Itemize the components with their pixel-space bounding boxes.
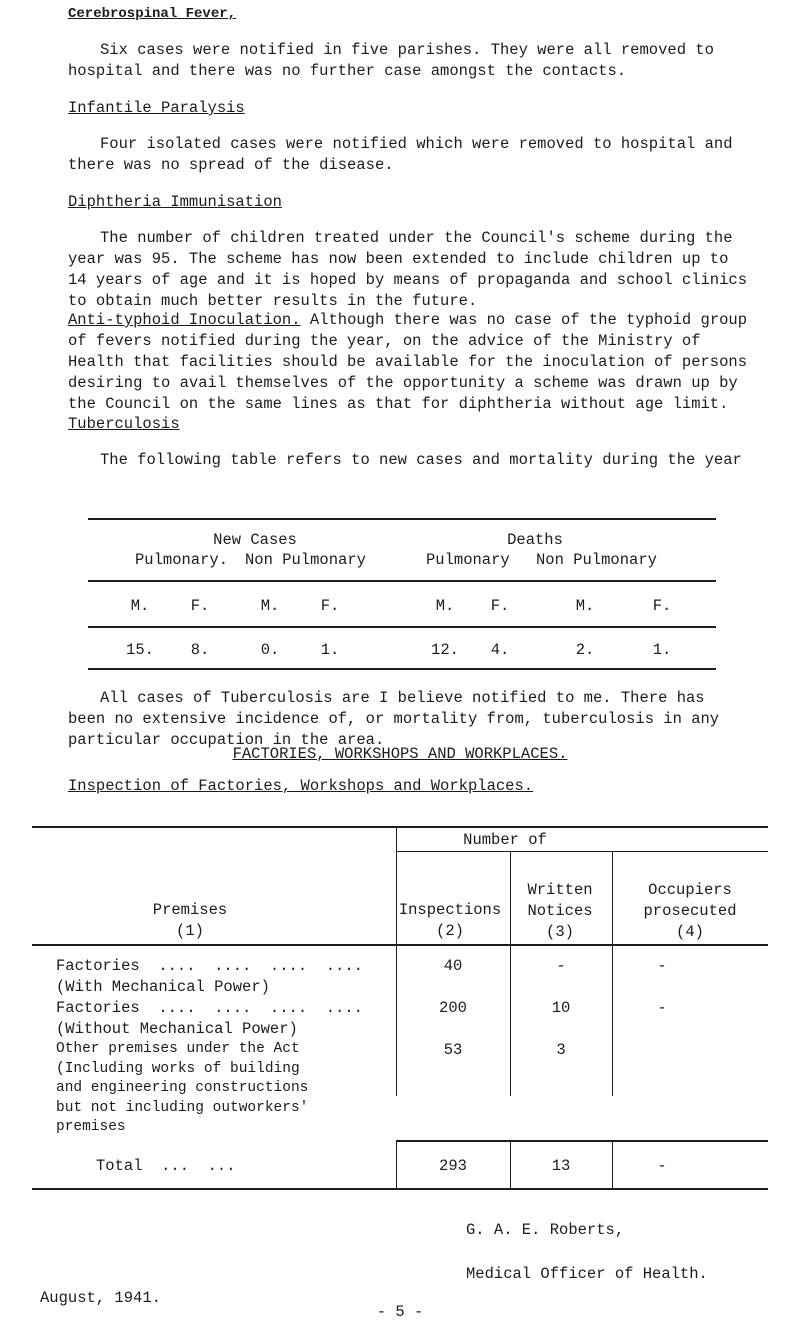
tb-value: 15. bbox=[126, 641, 154, 659]
row-notices: 3 bbox=[556, 1041, 566, 1059]
row-notices: - bbox=[556, 957, 566, 975]
diphtheria-heading: Diphtheria Immunisation bbox=[68, 193, 282, 211]
factories-subtitle: Inspection of Factories, Workshops and Workplaces. bbox=[68, 777, 534, 795]
section-heading-fragment: Cerebrospinal Fever, bbox=[68, 6, 237, 22]
tb-value: 8. bbox=[190, 641, 210, 659]
group-header-deaths: Deaths bbox=[507, 531, 563, 549]
col-header-inspections: Inspections (2) bbox=[398, 901, 502, 940]
sex-header: M. bbox=[575, 597, 595, 615]
sex-header: F. bbox=[190, 597, 210, 615]
typhoid-text: Although there was no case of the typhoid group of fevers notified during the year, on the advice of the Ministry of Health that facilities should be available for the inoculation of persons desiring to avail themselves of the opportunity a scheme was drawn up by the Council on the same lines as that for diphtheria without age limit. bbox=[68, 311, 757, 413]
sub-header-deaths-pulmonary: Pulmonary bbox=[426, 551, 510, 569]
typhoid-paragraph bbox=[68, 310, 757, 415]
tb-value: 12. bbox=[431, 641, 459, 659]
infantile-paragraph: Four isolated cases were notified which were removed to hospital and there was no spread of the disease. bbox=[68, 135, 742, 174]
sex-header: M. bbox=[130, 597, 150, 615]
row-label-factories-without-mechanical: Factories .... .... .... .... (Without Mechanical Power) bbox=[56, 999, 363, 1038]
tb-value: 2. bbox=[575, 641, 595, 659]
factories-title: FACTORIES, WORKSHOPS AND WORKPLACES. bbox=[232, 745, 568, 763]
diphtheria-paragraph: The number of children treated under the Council's scheme during the year was 95. The scheme has now been extended to include children up to 14 years of age and it is hoped by means of propaganda and school clinics to obtain much better results in the future. bbox=[68, 229, 757, 310]
number-of-header: Number of bbox=[463, 831, 547, 849]
group-header-new-cases: New Cases bbox=[213, 531, 297, 549]
col-header-written-notices: Written Notices (3) bbox=[527, 881, 593, 941]
sub-header-new-non-pulmonary: Non Pulmonary bbox=[245, 551, 366, 569]
signature-title: Medical Officer of Health. bbox=[466, 1265, 708, 1283]
total-inspections: 293 bbox=[439, 1157, 467, 1175]
row-notices: 10 bbox=[551, 999, 571, 1017]
row-prosecuted: - bbox=[657, 957, 667, 975]
tb-value: 0. bbox=[260, 641, 280, 659]
total-label: Total ... ... bbox=[96, 1157, 236, 1175]
total-prosecuted: - bbox=[657, 1157, 667, 1175]
tuberculosis-heading: Tuberculosis bbox=[68, 415, 180, 433]
typhoid-heading: Anti-typhoid Inoculation. bbox=[68, 311, 301, 329]
tb-value: 1. bbox=[652, 641, 672, 659]
tuberculosis-notification-paragraph: All cases of Tuberculosis are I believe notified to me. There has been no extensive incidence of, or mortality from, tuberculosis in any particular occupation in the area. bbox=[68, 689, 729, 749]
col-header-occupiers-prosecuted: Occupiers prosecuted (4) bbox=[643, 881, 737, 941]
row-prosecuted: - bbox=[657, 999, 667, 1017]
sex-header: F. bbox=[652, 597, 672, 615]
sex-header: M. bbox=[260, 597, 280, 615]
sex-header: M. bbox=[435, 597, 455, 615]
sub-header-deaths-non-pulmonary: Non Pulmonary bbox=[536, 551, 657, 569]
sub-header-new-pulmonary: Pulmonary. bbox=[135, 551, 229, 569]
row-inspections: 200 bbox=[439, 999, 467, 1017]
infantile-heading: Infantile Paralysis bbox=[68, 99, 245, 117]
row-label-factories-mechanical: Factories .... .... .... .... (With Mechanical Power) bbox=[56, 957, 363, 996]
row-inspections: 40 bbox=[443, 957, 463, 975]
col-header-premises: Premises (1) bbox=[152, 901, 228, 940]
tb-value: 1. bbox=[320, 641, 340, 659]
total-notices: 13 bbox=[551, 1157, 571, 1175]
row-label-other-premises: Other premises under the Act (Including works of building and engineering constructions but not including outworkers' premises bbox=[56, 1041, 309, 1135]
sex-header: F. bbox=[490, 597, 510, 615]
report-date: August, 1941. bbox=[40, 1289, 161, 1307]
tuberculosis-intro: The following table refers to new cases and mortality during the year bbox=[100, 451, 742, 469]
page-number: - 5 - bbox=[376, 1303, 424, 1321]
csf-paragraph: Six cases were notified in five parishes. They were all removed to hospital and there was no further case amongst the contacts. bbox=[68, 41, 724, 80]
sex-header: F. bbox=[320, 597, 340, 615]
signature-name: G. A. E. Roberts, bbox=[466, 1221, 625, 1239]
tb-value: 4. bbox=[490, 641, 510, 659]
row-inspections: 53 bbox=[443, 1041, 463, 1059]
